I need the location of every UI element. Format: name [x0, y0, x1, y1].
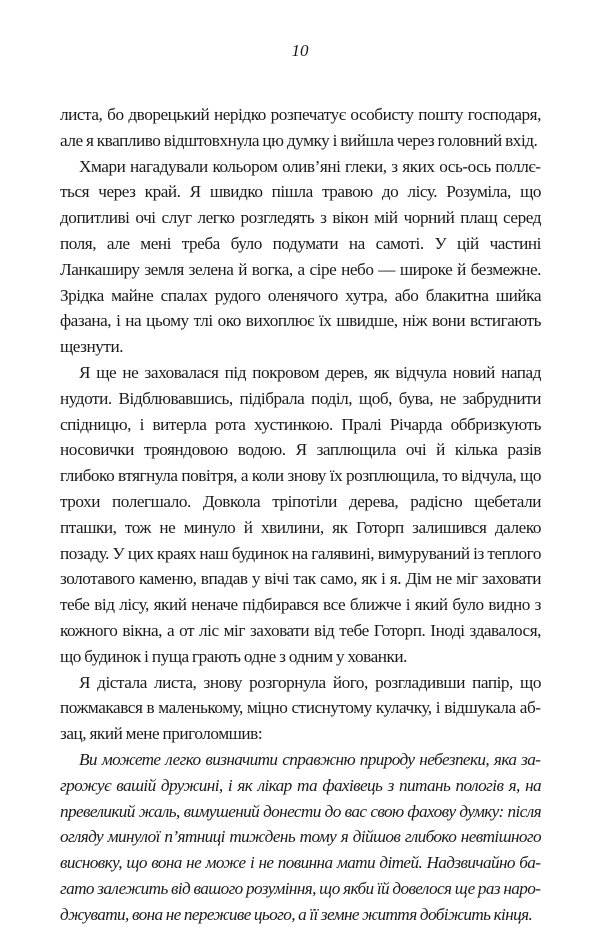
paragraph-1: листа, бо дворецький нерідко розпечатує особисту пошту господаря, але я квапливо відштовхнула цю думку і вийшла через головний вхід.: [60, 105, 541, 150]
paragraph-2: Хмари нагадували кольором олив’яні глеки, з яких ось-ось поллється через край. Я швидко пішла травою до лісу. Розуміла, що допитливі очі слуг легко розгледять з вікон мій чорний плащ серед поля, але мені треба було подумати на самоті. У цій частині Ланкаширу земля зелена й вогка, а сіре небо — широке й безмежне. Зрідка майне спалах рудого оленячого хутра, або блакитна шийка фазана, і на цьому тлі око вихоплює їх швидше, ніж вони встигають щезнути.: [60, 156, 541, 357]
paragraph-3: Я ще не заховалася під покровом дерев, як відчула новий напад нудоти. Відблювавшись, підібрала поділ, щоб, бува, не забруднити спідницю, і витерла рота хустинкою. Пралі Річарда оббризкують носовички трояндовою водою. Я заплющила очі й кілька разів глибоко втягнула повітря, а коли знову їх розплющила, то відчула, що трохи полегшало. Довкола тріпотіли дерева, радісно щебетали пташки, тож не минуло й хвилини, як Готорп залишився далеко позаду. У цих краях наш будинок на галявині, вимуруваний із теплого золотавого каменю, впадав у вічі так само, як і я. Дім не міг заховати тебе від лісу, який неначе підбирався все ближче і який було видно з кожного вікна, а от ліс міг заховати від тебе Готорп. Іноді здавалося, що будинок і пуща грають одне з одним у хованки.: [60, 362, 541, 666]
page-number: 10: [291, 41, 309, 60]
text-block: [60, 102, 541, 928]
quoted-letter-paragraph: Ви можете легко визначити справжню природу небезпеки, яка загрожує вашій дружині, і як лікар та фахівець з питань пологів я, на превеликий жаль, вимушений донести до вас свою фахову думку: після огляду минулої п’ятниці тиждень тому я дійшов глибоко невтішного висновку, що вона не може і не повинна мати дітей. Надзвичайно багато залежить від вашого розуміння, що якби їй довелося ще раз народжувати, вона не переживе цього, а її земне життя добіжить кінця.: [60, 749, 541, 924]
paragraph-4: Я дістала листа, знову розгорнула його, розгладивши папір, що пожмакався в маленькому, міцно стиснутому кулачку, і відшукала абзац, який мене приголомшив:: [60, 672, 541, 744]
